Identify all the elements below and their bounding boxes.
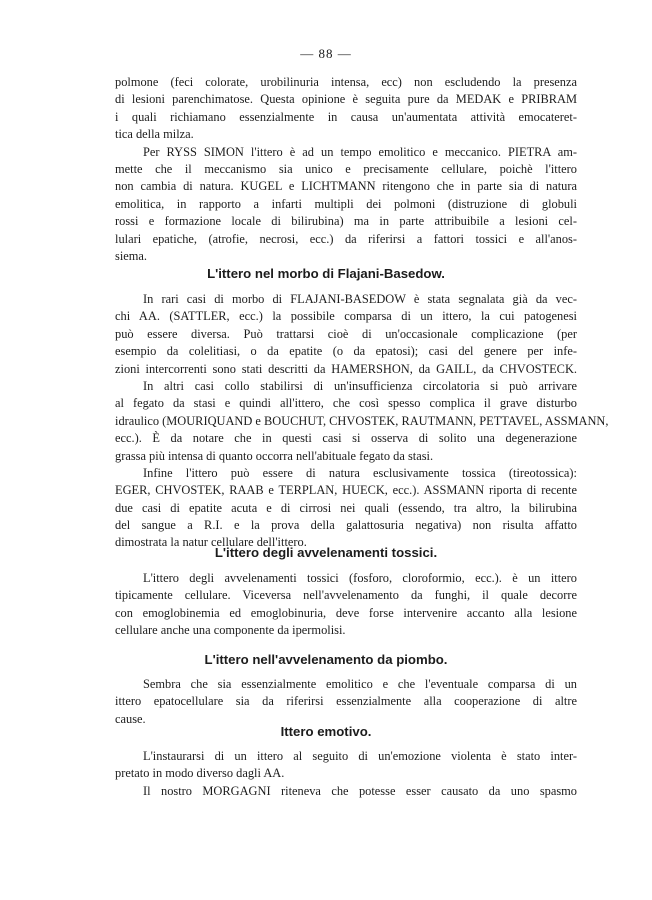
emotivo-paragraph xyxy=(115,748,577,800)
section-heading-basedow: L'ittero nel morbo di Flajani-Basedow. xyxy=(207,266,445,281)
text-line: cause. xyxy=(115,711,146,726)
text-line: EGER, CHVOSTEK, RAAB e TERPLAN, HUECK, ecc.). ASSMANN riporta di recente xyxy=(115,483,577,498)
section-heading-emotivo: Ittero emotivo. xyxy=(280,724,372,739)
text-line: del sangue a R.I. e la prova della galattosuria negativa) non risulta affatto xyxy=(115,518,577,533)
text-line: In rari casi di morbo di FLAJANI-BASEDOW è stata segnalata già da vec- xyxy=(143,292,577,306)
text-line: non cambia di natura. KUGEL e LICHTMANN ritengono che in parte sia di natura xyxy=(115,179,577,194)
text-line: di lesioni parenchimatose. Questa opinione è seguita pure da MEDAK e PRIBRAM xyxy=(115,92,577,107)
text-line: emolitica, in rapporto a infarti multipli dei polmoni (distruzione di globuli xyxy=(115,196,577,211)
text-line: i quali richiamano essenzialmente in causa un'aumentata attività emocateret- xyxy=(115,109,577,124)
text-line: polmone (feci colorate, urobilinuria intensa, ecc) non escludendo la presenza xyxy=(115,75,577,89)
text-line: lulari epatiche, (atrofie, necrosi, ecc.) da riferirsi a fattori tossici e all'anos- xyxy=(115,231,577,246)
text-line: grassa più intensa di quanto occorra nell'abituale fegato da stasi. xyxy=(115,448,434,463)
text-line: cellulare anche una componente da ipermolisi. xyxy=(115,623,346,638)
text-line: Per RYSS SIMON l'ittero è ad un tempo emolitico e meccanico. PIETRA am- xyxy=(143,144,577,159)
text-line: rossi e formazione locale di bilirubina) ma in parte attribuibile a lesioni cel- xyxy=(115,214,577,229)
text-line: può essere diversa. Può trattarsi cioè di un'occasionale complicazione (per xyxy=(115,326,577,341)
intro-paragraphs xyxy=(115,74,577,265)
text-line: ittero epatocellulare sia da riferirsi essenzialmente alla cooperazione di altre xyxy=(115,694,577,709)
text-line: chi AA. (SATTLER, ecc.) la possibile comparsa di un ittero, la cui patogenesi xyxy=(115,309,577,324)
text-line: con emoglobinemia ed emoglobinuria, deve forse intervenire accanto alla lesione xyxy=(115,605,577,620)
text-line: idraulico (MOURIQUAND e BOUCHUT, CHVOSTEK, RAUTMANN, PETTAVEL, ASSMANN, xyxy=(115,413,609,428)
text-line: Sembra che sia essenzialmente emolitico e che l'eventuale comparsa di un xyxy=(143,677,577,691)
text-line: pretato in modo diverso dagli AA. xyxy=(115,766,285,781)
section-heading-piombo: L'ittero nell'avvelenamento da piombo. xyxy=(204,652,448,667)
text-line: al fegato da stasi e quindi all'ittero, che così spesso complica il grave disturbo xyxy=(115,396,577,411)
text-line: In altri casi collo stabilirsi di un'insufficienza circolatoria si può arrivare xyxy=(143,378,577,393)
text-line: dimostrata la natur cellulare dell'ittero. xyxy=(115,535,307,550)
text-line: siema. xyxy=(115,248,147,263)
text-line: L'ittero degli avvelenamenti tossici (fosforo, cloroformio, ecc.). è un ittero xyxy=(143,571,577,585)
text-line: esempio da colelitiasi, o da epatite (o da epatosi); casi del genere per infe- xyxy=(115,344,577,359)
page-number: — 88 — xyxy=(300,46,352,61)
piombo-paragraph xyxy=(115,676,577,728)
text-line: due casi di epatite acuta e di cirrosi nei quali (essendo, tra altro, la bilirubina xyxy=(115,500,577,515)
basedow-paragraphs xyxy=(115,291,609,552)
text-line: zioni intercorrenti sono stati descritti da HAMERSHON, da GAILL, da CHVOSTECK. xyxy=(115,361,577,376)
text-line: Il nostro MORGAGNI riteneva che potesse esser causato da uno spasmo xyxy=(143,783,577,798)
text-line: tipicamente cellulare. Viceversa nell'avvelenamento da funghi, il quale decorre xyxy=(115,588,577,603)
text-line: ecc.). È da notare che in questi casi si osserva di solito una degenerazione xyxy=(115,431,577,446)
text-line: mette che il meccanismo sia unico e precisamente cellulare, poichè l'ittero xyxy=(115,161,577,176)
text-line: tica della milza. xyxy=(115,127,194,142)
text-line: L'instaurarsi di un ittero al seguito di un'emozione violenta è stato inter- xyxy=(143,749,577,763)
avvelenamenti-paragraph xyxy=(115,570,577,640)
section-heading-avvelenamenti: L'ittero degli avvelenamenti tossici. xyxy=(214,545,438,560)
text-line: Infine l'ittero può essere di natura esclusivamente tossica (tireotossica): xyxy=(143,465,577,480)
